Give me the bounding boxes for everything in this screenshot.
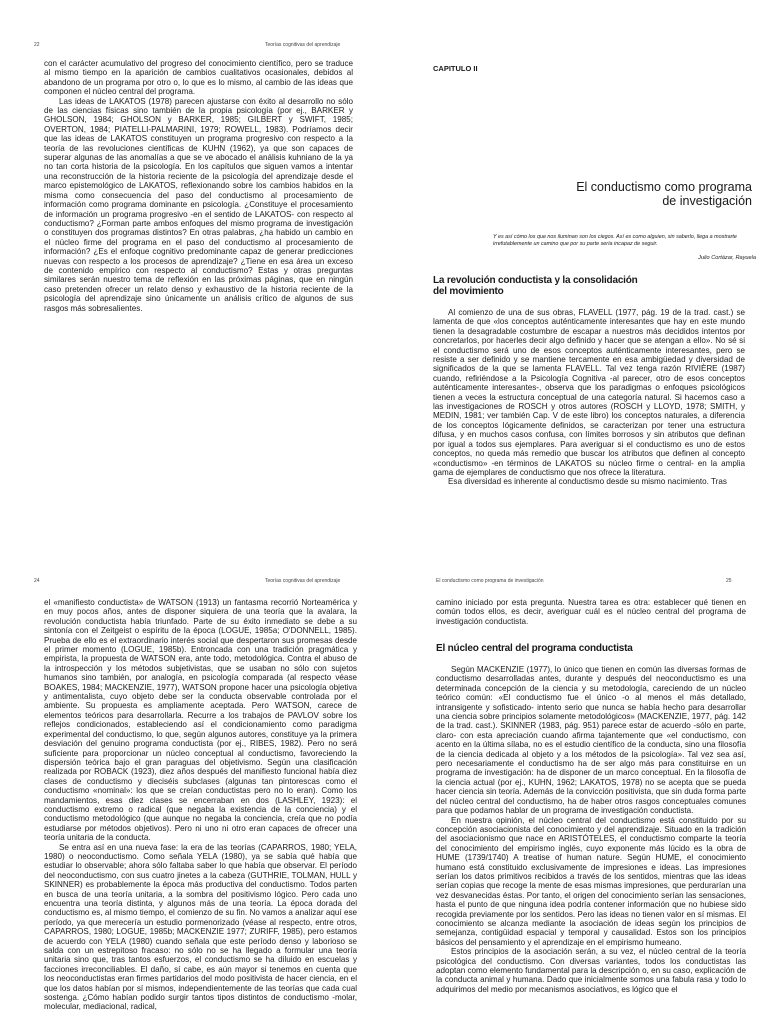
- chapter-label: CAPITULO II: [433, 64, 478, 73]
- page-23: [384, 0, 768, 565]
- body-text: [433, 308, 745, 487]
- paragraph: camino iniciado por esta pregunta. Nuestra tarea es otra: establecer qué tienen en común todos ellos, es decir, averiguar cuál es el núcleo central del programa de investigación conductista.: [436, 598, 746, 626]
- paragraph: Las ideas de LAKATOS (1978) parecen ajustarse con éxito al desarrollo no sólo de las ciencias físicas sino también de la propia psicología (por ej., BARKER y GHOLSON, 1984; GHOLSON y BARKER, 1985; GILBERT y SWIFT, 1985; OVERTON, 1984; PIATELLI-PALMARINI, 1979; ROWELL, 1983). Podríamos decir que las ideas de LAKATOS constituyen un programa progresivo con respecto a la teoría de las revoluciones científicas de KUHN (1962), ya que son capaces de superar algunas de las anomalías a que se ve abocado el análisis kuhniano de la ya no tan corta historia de la psicología. En los capítulos que siguen vamos a intentar una reconstrucción de la historia reciente de la psicología del aprendizaje desde el marco epistemológico de LAKATOS, reflexionando sobre los cambios habidos en la misma como consecuencia del paso del conductismo al procesamiento de información como programa dominante en psicología. ¿Constituye el procesamiento de información un programa progresivo -en el sentido de LAKATOS- con respecto al conductismo? ¿Forman parte ambos enfoques del mismo programa de investigación o constituyen dos programas distintos? En otras palabras, ¿ha habido un cambio en el núcleo firme del programa en el paso del conductismo al procesamiento de información? ¿Es el enfoque cognitivo predominante capaz de generar predicciones nuevas con respecto a los procesos de aprendizaje? ¿Tiene en esa área un exceso de contenido empírico con respecto al conductismo? Estas y otras preguntas similares serán nuestro tema de reflexión en las próximas páginas, que en ningún caso pretenden ofrecer un relato denso y exhaustivo de la historia reciente de la psicología del aprendizaje sino únicamente un análisis crítico de algunos de sus rasgos más sobresalientes.: [44, 96, 353, 313]
- paragraph: Según MACKENZIE (1977), lo único que tienen en común las diversas formas de conductismo desarrolladas antes, durante y después del neoconductismo es una determinada concepción de la ciencia y su metodología, careciendo de un núcleo teórico común: «El conductismo fue el único -o al menos el más detallado, intransigente y sofisticado- intento serio que nunca se había hecho para desarrollar una ciencia sobre principios solamente metodológicos» (MACKENZIE, 1977, pág. 142 de la trad. cast.). SKINNER (1983, pág. 951) parece estar de acuerdo -sólo en parte, claro- con esta apreciación cuando afirma tajantemente que «el conductismo, con acento en la última sílaba, no es el estudio científico de la conducta, sino una filosofía de la ciencia dedicada al objeto y a los métodos de la psicología». Tal vez sea así, pero necesariamente el conductismo ha de ser algo más para constituirse en un programa de investigación: ha de disponer de un marco conceptual. En la filosofía de la ciencia actual (por ej., KUHN, 1962; LAKATOS, 1978) no se acepta que se pueda hacer ciencia sin teoría. Además de la convicción positivista, que sin duda forma parte del núcleo central del conductismo, ha de haber otros rasgos conceptuales comunes para que podamos hablar de un programa de investigación conductista.: [436, 665, 746, 816]
- body-text: [436, 598, 746, 626]
- body-text: [44, 59, 353, 313]
- page-number: 24: [34, 578, 40, 584]
- paragraph: Estos principios de la asociación serán, a su vez, el núcleo central de la teoría psicológica del conductismo. Con diversas variantes, todos los conductistas las adoptan como elemento fundamental para la descripción o, en su caso, explicación de la conducta animal y humana. Dado que inicialmente somos una fabula rasa y todo lo adquirimos del medio por mecanismos asociativos, es lógico que el: [436, 947, 747, 994]
- epigraph: Y es así cómo los que nos iluminan son los ciegos. Así es como alguien, sin saberlo, llega a mostrarte irrefutablemente un camino que por su parte sería incapaz de seguir.: [493, 234, 737, 247]
- chapter-title-line: El conductismo como programa: [576, 180, 752, 194]
- page-25: [384, 565, 768, 1024]
- body-text: [44, 598, 357, 1012]
- paragraph: Al comienzo de una de sus obras, FLAVELL (1977, pág. 19 de la trad. cast.) se lamenta de que «los conceptos auténticamente interesantes que hay en este mundo tienen la desagradable costumbre de escapar a nuestros más decididos intentos por concretarlos, por hacerles decir algo definido y hacer que se atengan a ello». No sé si el conductismo será uno de esos conceptos auténticamente interesantes, pero se resiste a ser definido y se mantiene tercamente en esa ambigüedad y diversidad de significados de la que se lamenta FLAVELL. Tal vez tenga razón RIVIÈRE (1987) cuando, refiriéndose a la Psicología Cognitiva -al parecer, otro de esos conceptos auténticamente interesantes-, observa que los paradigmas o enfoques psicológicos tienen a veces la estructura conceptual de una categoría natural. Si hacemos caso a las investigaciones de ROSCH y otros autores (ROSCH y LLOYD, 1978; SMITH, y MEDIN, 1981; ver también Cap. V de este libro) los conceptos naturales, a diferencia de los conceptos lógicamente definidos, se caracterizan por tener una estructura difusa, y en muchos casos confusa, con límites borrosos y sin atributos que definan por igual a todos sus ejemplares. Para averiguar si el conductismo es uno de estos conceptos, no queda más remedio que buscar los atributos que definen al concepto «conductismo» -en términos de LAKATOS su núcleo firme o central- en la amplia gama de ejemplares de conductismo que nos ofrece la literatura.: [433, 308, 745, 477]
- page-number: 22: [34, 42, 40, 48]
- section-heading-line: del movimiento: [433, 285, 504, 297]
- chapter-title: [492, 180, 752, 208]
- paragraph: el «manifiesto conductista» de WATSON (1913) un fantasma recorrió Norteamérica y en muy pocos años, antes de disponer siquiera de una teoría que la avalara, la revolución conductista había triunfado. Parte de su éxito inmediato se debe a su sintonía con el Zeitgeist o espíritu de la época (LOGUE, 1985a; O'DONNELL, 1985). Prueba de ello es el extraordinario interés social que despertaron sus promesas desde el primer momento (LOGUE, 1985b). Entroncada con una tradición pragmática y empirista, la propuesta de WATSON era, ante todo, metodológica. Contra el abuso de la introspección y los métodos subjetivistas, que se usaban no sólo con sujetos humanos sino también, por analogía, en psicología comparada (al respecto véase BOAKES, 1984; MACKENZIE, 1977), WATSON propone hacer una psicología objetiva y antimentalista, cuyo objeto debe ser la conducta observable controlada por el ambiente. Su propuesta es ampliamente aceptada. Pero WATSON, carece de elementos teóricos para desarrollarla. Recurre a los trabajos de PAVLOV sobre los reflejos condicionados, estableciendo así el condicionamiento como paradigma experimental del conductismo, lo que, según algunos autores, constituye ya la primera desviación del genuino programa conductista (por ej., RIBES, 1982). Pero no será suficiente para proporcionar un núcleo conceptual al conductismo, favoreciendo la dispersión teórica bajo el gran paraguas del objetivismo. Según una clasificación realizada por ROBACK (1923), diez años después del manifiesto funcional había diez clases de conductismo y dieciséis subclases (algunas tan pintorescas como el conductismo «nominal»: los que se creían conductistas pero no lo eran). Como los mandamientos, esas diez clases se encerraban en dos (LASHLEY, 1923): el conductismo extremo o radical (que negaba la existencia de la conciencia) y el conductismo metodológico (que aunque no negaba la conciencia, creía que no podía estudiarse por métodos objetivos). Pero ni uno ni otro eran capaces de ofrecer una teoría unitaria de la conducta.: [44, 598, 357, 843]
- chapter-title-line: de investigación: [662, 194, 752, 208]
- section-heading: El núcleo central del programa conductista: [436, 643, 633, 654]
- paragraph: con el carácter acumulativo del progreso del conocimiento científico, pero se traduce al mismo tiempo en la aparición de cambios cualitativos ocasionales, debidos al abandono de un programa por otro o, lo que es lo mismo, al cambio de las ideas que componen el núcleo central del programa.: [44, 59, 353, 97]
- section-heading: [433, 276, 753, 297]
- paragraph: Esa diversidad es inherente al conductismo desde su mismo nacimiento. Tras: [448, 477, 727, 487]
- paragraph: En nuestra opinión, el núcleo central del conductismo está constituido por su concepción asociacionista del conocimiento y del aprendizaje. Situado en la tradición del asociacionismo que nace en ARISTÓTELES, el conductismo comparte la teoría del conocimiento del empirismo inglés, cuyo exponente más lúcido es la obra de HUME (1739/1740) A treatise of human nature. Según HUME, el conocimiento humano está constituido exclusivamente de impresiones e ideas. Las impresiones serían los datos primitivos recibidos a través de los sentidos, mientras que las ideas serían copias que recoge la mente de esas mismas impresiones, que perdurarían una vez desvanecidas éstas. Por tanto, el origen del conocimiento serían las sensaciones, hasta el punto de que ninguna idea podría contener información que no hubiese sido recogida previamente por los sentidos. Pero las ideas no tienen valor en sí mismas. El conocimiento se alcanza mediante la asociación de ideas según los principios de semejanza, contigüidad espacial y temporal y causalidad. Estos son los principios básicos del pensamiento y el aprendizaje en el empirismo humeano.: [436, 815, 746, 947]
- epigraph-author: Julio Cortázar, Rayuela: [698, 255, 756, 261]
- page-22: [0, 0, 384, 565]
- running-head: El conductismo como programa de investigación: [436, 578, 544, 584]
- body-text: [436, 665, 746, 994]
- section-heading-line: La revolución conductista y la consolidación: [433, 275, 638, 286]
- running-head: Teorías cognitivas del aprendizaje: [265, 42, 341, 48]
- running-head: Teorías cognitivas del aprendizaje: [265, 578, 341, 584]
- paragraph: Se entra así en una nueva fase: la era de las teorías (CAPARROS, 1980; YELA, 1980) o neoconductismo. Como señala YELA (1980), ya se sabía qué había que estudiar lo observable; ahora sólo faltaba saber lo que había que observar. El período del neoconductismo, con sus cuatro jinetes a la cabeza (GUTHRIE, TOLMAN, HULL y SKINNER) es probablemente la época más productiva del conductismo. Todos parten en busca de una teoría unitaria, a la sombra del positivismo lógico. Pero cada uno encuentra una teoría distinta, y algunos más de una teoría. La época dorada del conductismo es, al mismo tiempo, el comienzo de su fin. No vamos a analizar aquí ese período, ya que merecería un estudio pormenorizado (véase al respecto, entre otros, CAPARROS, 1980; LOGUE, 1985b; MACKENZIE 1977; ZURIFF, 1985), pero estamos de acuerdo con YELA (1980) cuando señala que este período denso y laborioso se salda con un estrepitoso fracaso: no sólo no se ha llegado a formular una teoría unitaria sino que, tras tantos esfuerzos, el conductismo se ha diluido en escuelas y facciones irreconciliables. El daño, sí cabe, es aún mayor si tenemos en cuenta que los neoconductistas eran firmes partidarios del modo positivista de hacer ciencia, en el que los datos habían por sí mismos, independientemente de las teorías que cada cual sostenga. ¿Cómo habían podido surgir tantos tipos distintos de conductismo -molar, molecular, mediacional, radical,: [44, 842, 357, 1012]
- page-24: [0, 565, 384, 1024]
- page-number: 25: [726, 578, 732, 584]
